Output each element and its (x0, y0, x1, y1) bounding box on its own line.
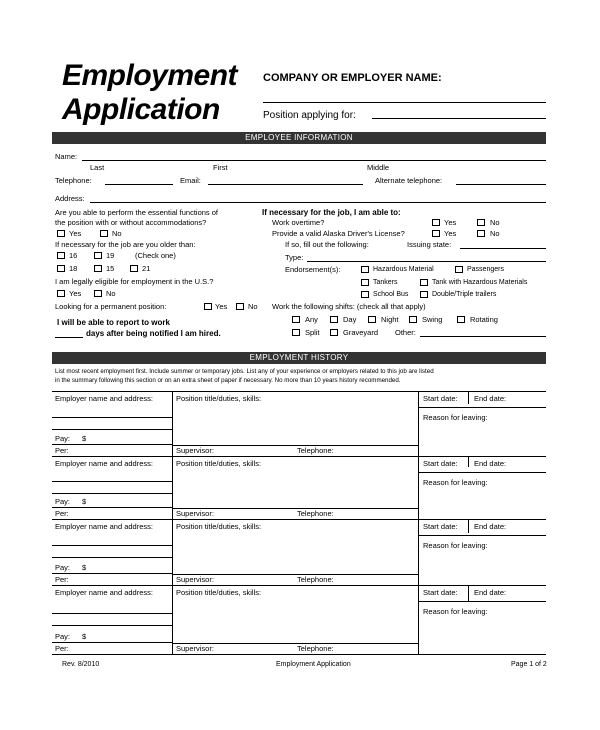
employer-1-field[interactable] (52, 429, 172, 430)
name-label: Name: (55, 152, 78, 161)
history-col-divider (418, 456, 419, 519)
shift-night-checkbox[interactable] (368, 316, 376, 323)
last-label: Last (90, 163, 105, 172)
title-application: Application (62, 93, 220, 126)
supervisor-1-label: Supervisor: (176, 446, 214, 455)
age-19-checkbox[interactable] (94, 252, 102, 259)
shift-other-field[interactable] (420, 336, 546, 337)
history-row-border (52, 391, 546, 392)
position-1-label: Position title/duties, skills: (176, 394, 262, 403)
shift-rotating-checkbox[interactable] (457, 316, 465, 323)
history-col-divider (418, 519, 419, 585)
end-date-2-label: End date: (474, 459, 507, 468)
telephone-2-label: Telephone: (297, 509, 334, 518)
reason-2-label: Reason for leaving: (423, 478, 488, 487)
position-2-label: Position title/duties, skills: (176, 459, 262, 468)
overtime-no-checkbox[interactable] (477, 219, 485, 226)
shift-split-checkbox[interactable] (292, 329, 300, 336)
legal-yes-checkbox[interactable] (57, 290, 65, 297)
telephone-3-label: Telephone: (297, 575, 334, 584)
employer-4-field[interactable] (52, 625, 172, 626)
permanent-yes-checkbox[interactable] (204, 303, 212, 310)
address-label: Address: (55, 194, 85, 203)
email-field[interactable] (208, 184, 363, 185)
position-4-label: Position title/duties, skills: (176, 588, 262, 597)
pay-4-label: Pay: (55, 632, 71, 641)
overtime-yes-label: Yes (444, 218, 457, 227)
telephone-label: Telephone: (55, 176, 92, 185)
double-triple-checkbox[interactable] (420, 291, 428, 298)
reason-1-label: Reason for leaving: (423, 413, 488, 422)
position-field[interactable] (372, 118, 546, 119)
license-yes-label: Yes (444, 229, 457, 238)
employer-2-field[interactable] (52, 493, 172, 494)
passengers-label: Passengers (467, 266, 504, 273)
overtime-yes-checkbox[interactable] (432, 219, 440, 226)
tank-hazmat-label: Tank with Hazardous Materials (432, 279, 528, 286)
endorsements-label: Endorsement(s): (285, 265, 341, 274)
per-4-label: Per: (55, 644, 69, 653)
per-3-label: Per: (55, 575, 69, 584)
shift-rotating-label: Rotating (470, 315, 498, 324)
history-col-divider (468, 585, 469, 602)
middle-label: Middle (367, 163, 390, 172)
age-15-checkbox[interactable] (94, 265, 102, 272)
tankers-checkbox[interactable] (361, 279, 369, 286)
history-col-divider (172, 519, 173, 585)
q-older: If necessary for the job are you older than: (55, 240, 196, 249)
legal-no-label: No (106, 289, 116, 298)
section-employment-history: EMPLOYMENT HISTORY (52, 352, 546, 364)
age-18-label: 18 (69, 264, 78, 273)
telephone-1-label: Telephone: (297, 446, 334, 455)
functions-yes-checkbox[interactable] (57, 230, 65, 237)
email-label: Email: (180, 176, 201, 185)
hazmat-label: Hazardous Material (373, 266, 434, 273)
history-col-divider (468, 391, 469, 404)
section-employee-info: EMPLOYEE INFORMATION (52, 132, 546, 144)
employer-4-label: Employer name and address: (55, 588, 153, 597)
license-yes-checkbox[interactable] (432, 230, 440, 237)
company-field[interactable] (263, 102, 546, 103)
school-bus-label: School Bus (373, 291, 409, 298)
company-label: COMPANY OR EMPLOYER NAME: (263, 72, 442, 84)
functions-yes-label: Yes (69, 229, 82, 238)
permanent-no-label: No (248, 302, 258, 311)
age-21-checkbox[interactable] (130, 265, 138, 272)
telephone-field[interactable] (105, 184, 173, 185)
permanent-no-checkbox[interactable] (236, 303, 244, 310)
tank-hazmat-checkbox[interactable] (420, 279, 428, 286)
start-date-4-label: Start date: (423, 588, 458, 597)
history-row-border (52, 519, 546, 520)
check-one-label: (Check one) (135, 251, 176, 260)
pay-1-field[interactable] (52, 444, 172, 445)
pay-2-field[interactable] (52, 507, 172, 508)
employer-3-field[interactable] (52, 545, 172, 546)
position-3-label: Position title/duties, skills: (176, 522, 262, 531)
pay-3-dollar: $ (82, 563, 87, 572)
license-label: Provide a valid Alaska Driver's License? (272, 229, 405, 238)
supervisor-4-label: Supervisor: (176, 644, 214, 653)
legal-yes-label: Yes (69, 289, 82, 298)
position-label: Position applying for: (263, 110, 356, 121)
address-field[interactable] (90, 202, 546, 203)
history-bottom-border (52, 654, 546, 655)
functions-no-checkbox[interactable] (100, 230, 108, 237)
age-16-checkbox[interactable] (57, 252, 65, 259)
history-col-divider (468, 456, 469, 467)
telephone-4-label: Telephone: (297, 644, 334, 653)
pay-2-label: Pay: (55, 497, 71, 506)
overtime-no-label: No (490, 218, 500, 227)
tankers-label: Tankers (373, 279, 398, 286)
per-2-label: Per: (55, 509, 69, 518)
issuing-state-field[interactable] (460, 248, 546, 249)
history-note-line1: List most recent employment first. Include summer or temporary jobs. List any of your experience or employers related to this job are listed (55, 368, 434, 375)
pay-2-dollar: $ (82, 497, 87, 506)
license-no-label: No (490, 229, 500, 238)
name-field[interactable] (82, 160, 546, 161)
report-days-field[interactable] (55, 337, 83, 338)
pay-1-dollar: $ (82, 434, 87, 443)
shift-other-label: Other: (395, 328, 416, 337)
license-no-checkbox[interactable] (477, 230, 485, 237)
employer-4-field[interactable] (52, 613, 172, 614)
pay-4-field[interactable] (52, 642, 172, 643)
history-date-underline (418, 472, 546, 473)
supervisor-underline (172, 445, 418, 446)
shift-graveyard-label: Graveyard (343, 328, 379, 337)
reason-4-label: Reason for leaving: (423, 607, 488, 616)
history-col-divider (418, 585, 419, 654)
shift-day-checkbox[interactable] (330, 316, 338, 323)
fill-out-label: If so, fill out the following: (285, 240, 369, 249)
reason-3-label: Reason for leaving: (423, 541, 488, 550)
q-functions-line1: Are you able to perform the essential functions of (55, 208, 219, 217)
footer-page: Page 1 of 2 (511, 661, 547, 668)
start-date-1-label: Start date: (423, 394, 458, 403)
type-label: Type: (285, 253, 304, 262)
history-col-divider (172, 391, 173, 456)
age-18-checkbox[interactable] (57, 265, 65, 272)
shift-swing-checkbox[interactable] (409, 316, 417, 323)
shift-any-checkbox[interactable] (292, 316, 300, 323)
supervisor-underline (172, 574, 418, 575)
pay-3-label: Pay: (55, 563, 71, 572)
shift-night-label: Night (381, 315, 399, 324)
pay-1-label: Pay: (55, 434, 71, 443)
history-col-divider (418, 391, 419, 456)
end-date-3-label: End date: (474, 522, 507, 531)
permanent-yes-label: Yes (215, 302, 228, 311)
history-row-border (52, 585, 546, 586)
q-permanent: Looking for a permanent position: (55, 302, 167, 311)
age-16-label: 16 (69, 251, 78, 260)
issuing-state-label: Issuing state: (407, 240, 452, 249)
passengers-checkbox[interactable] (455, 266, 463, 273)
footer-revision: Rev. 8/2010 (62, 661, 100, 668)
report-line1: I will be able to report to work (57, 318, 170, 327)
history-col-divider (172, 456, 173, 519)
history-date-underline (418, 601, 546, 602)
age-19-label: 19 (106, 251, 115, 260)
supervisor-underline (172, 643, 418, 644)
shift-swing-label: Swing (422, 315, 443, 324)
history-row-border (52, 456, 546, 457)
per-1-label: Per: (55, 446, 69, 455)
q-functions-line2: the position with or without accommodations? (55, 218, 207, 227)
q-legal: I am legally eligible for employment in the U.S.? (55, 277, 214, 286)
first-label: First (213, 163, 228, 172)
history-note-line2: in the summary following this section or on an extra sheet of paper if necessary. No more than 10 years history recommended. (55, 377, 401, 384)
employer-1-label: Employer name and address: (55, 394, 153, 403)
employer-3-field[interactable] (52, 557, 172, 558)
history-col-divider (468, 519, 469, 533)
hazmat-checkbox[interactable] (361, 266, 369, 273)
if-necessary-heading: If necessary for the job, I am able to: (262, 208, 401, 217)
report-line2: days after being notified I am hired. (86, 329, 221, 338)
employer-3-label: Employer name and address: (55, 522, 153, 531)
history-date-underline (418, 407, 546, 408)
history-date-underline (418, 535, 546, 536)
alt-telephone-field[interactable] (456, 184, 546, 185)
supervisor-2-label: Supervisor: (176, 509, 214, 518)
end-date-4-label: End date: (474, 588, 507, 597)
supervisor-3-label: Supervisor: (176, 575, 214, 584)
pay-3-field[interactable] (52, 573, 172, 574)
shift-graveyard-checkbox[interactable] (330, 329, 338, 336)
employer-2-label: Employer name and address: (55, 459, 153, 468)
type-field[interactable] (307, 261, 546, 262)
start-date-3-label: Start date: (423, 522, 458, 531)
school-bus-checkbox[interactable] (361, 291, 369, 298)
footer-title: Employment Application (276, 661, 351, 668)
employer-2-field[interactable] (52, 481, 172, 482)
legal-no-checkbox[interactable] (94, 290, 102, 297)
functions-no-label: No (112, 229, 122, 238)
alt-telephone-label: Alternate telephone: (375, 176, 443, 185)
shift-any-label: Any (305, 315, 318, 324)
age-21-label: 21 (142, 264, 151, 273)
title-employment: Employment (62, 59, 238, 92)
end-date-1-label: End date: (474, 394, 507, 403)
shift-day-label: Day (343, 315, 357, 324)
double-triple-label: Double/Triple trailers (432, 291, 497, 298)
overtime-label: Work overtime? (272, 218, 325, 227)
supervisor-underline (172, 508, 418, 509)
start-date-2-label: Start date: (423, 459, 458, 468)
employer-1-field[interactable] (52, 417, 172, 418)
pay-4-dollar: $ (82, 632, 87, 641)
shift-split-label: Split (305, 328, 320, 337)
shifts-label: Work the following shifts: (check all that apply) (272, 302, 426, 311)
age-15-label: 15 (106, 264, 115, 273)
